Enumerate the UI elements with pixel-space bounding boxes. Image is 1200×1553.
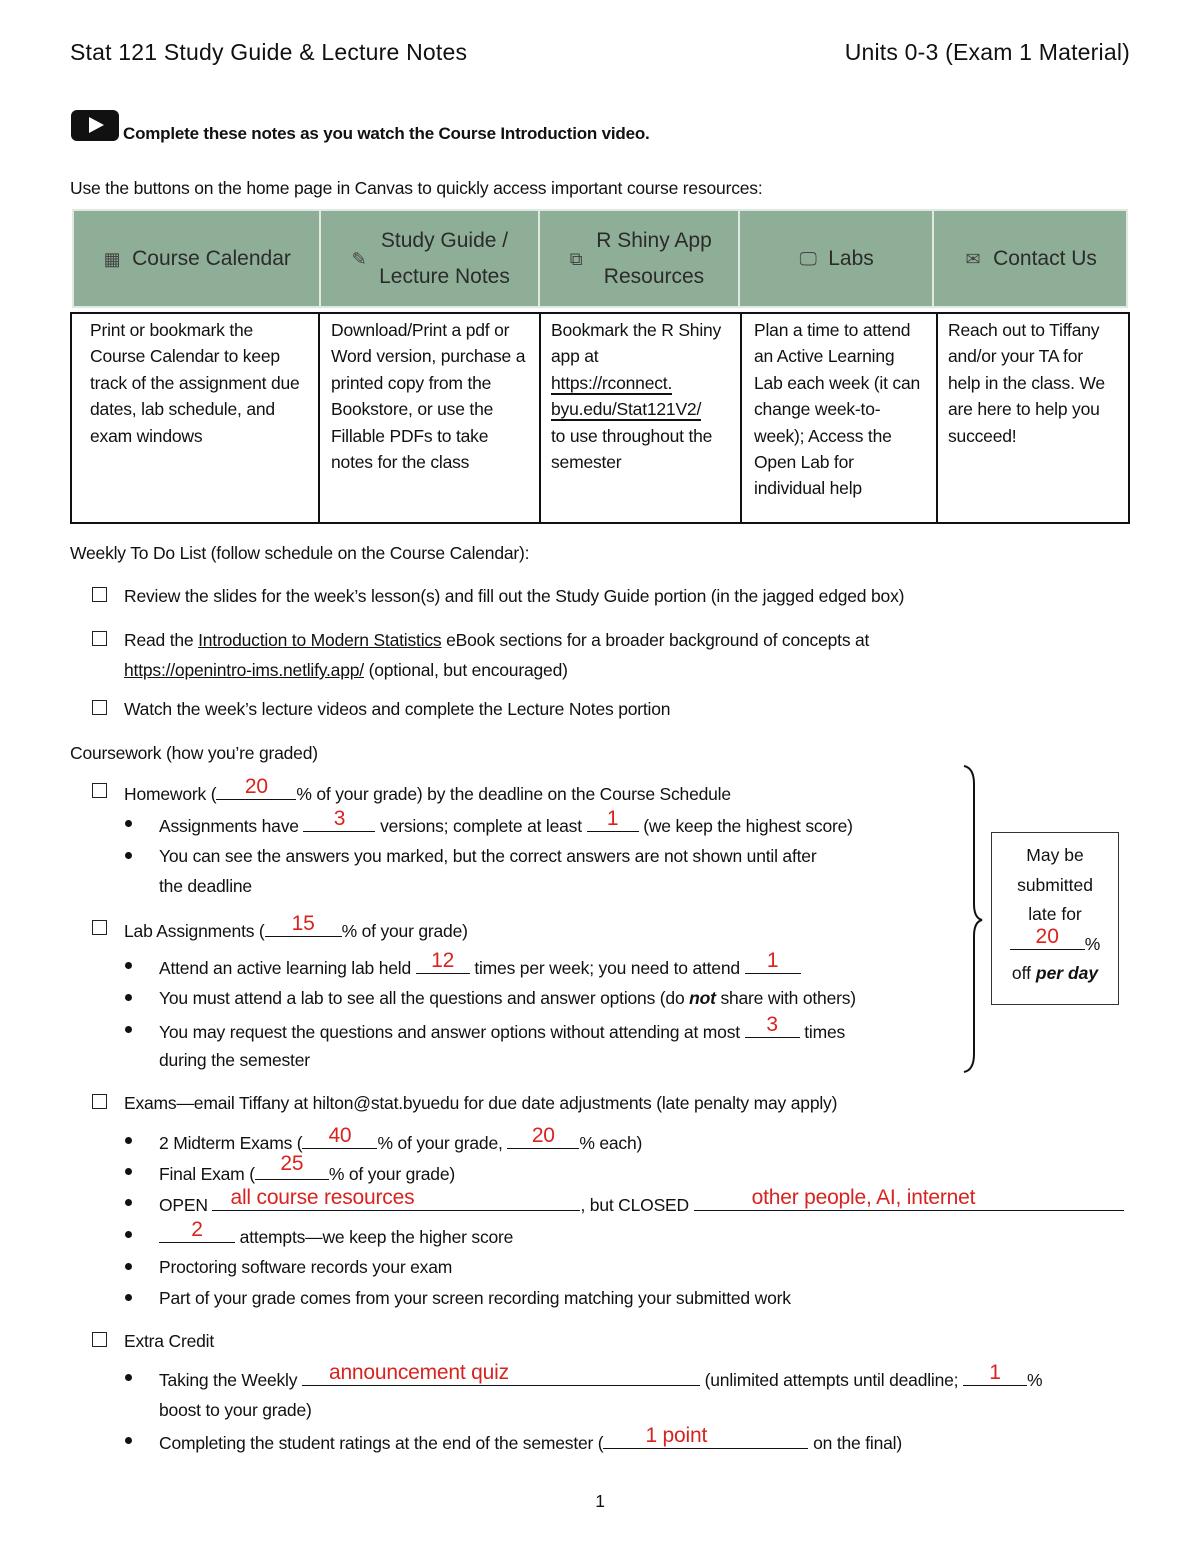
checkbox-labs[interactable]: [92, 920, 107, 935]
text: off: [1011, 963, 1036, 983]
todo-item: Review the slides for the week’s lesson(s) and fill out the Study Guide portion (in the jagged edged box): [124, 586, 905, 606]
exams-heading: Exams—email Tiffany at hilton@stat.byuedu for due date adjustments (late penalty may apply): [124, 1093, 838, 1113]
extra-bullet: [159, 1424, 902, 1455]
text: share with others): [715, 988, 856, 1008]
checkbox-homework[interactable]: [92, 783, 107, 798]
answer: all course resources: [230, 1186, 415, 1209]
answer: 3: [333, 807, 346, 830]
extra-bullet-cont: boost to your grade): [159, 1400, 312, 1420]
text: times: [799, 1022, 846, 1042]
final-pct-blank[interactable]: [255, 1152, 329, 1180]
envelope-icon: ✉: [965, 248, 981, 269]
desc-contact: Reach out to Tiffany and/or your TA for help in the class. We are here to help you succeed!: [937, 313, 1129, 523]
labs-bullet: [159, 949, 801, 980]
answer: announcement quiz: [328, 1361, 509, 1384]
button-label: Course Calendar: [132, 246, 291, 270]
coursework-heading: Coursework (how you’re graded): [70, 743, 318, 763]
resource-descriptions: [70, 312, 1130, 524]
text: (we keep the highest score): [638, 816, 853, 836]
attend-blank[interactable]: [745, 949, 801, 974]
text: to use throughout the semester: [551, 425, 713, 473]
answer: 1: [606, 807, 619, 830]
text: % of your grade) by the deadline on the Course Schedule: [296, 784, 731, 804]
checkbox-review[interactable]: [92, 587, 107, 602]
bullet: [125, 1137, 132, 1144]
exams-bullet: Part of your grade comes from your screen recording matching your submitted work: [159, 1288, 791, 1308]
desc-study-guide: Download/Print a pdf or Word version, purchase a printed copy from the Bookstore, or use the Fillable PDFs to take notes for the class: [319, 313, 540, 523]
text: submitted: [1017, 874, 1093, 895]
attempts-blank[interactable]: [159, 1218, 235, 1243]
text: (optional, but encouraged): [363, 660, 568, 680]
buttons-instruction: Use the buttons on the home page in Canvas to quickly access important course resources:: [70, 178, 763, 198]
shiny-link[interactable]: https://rconnect.: [551, 372, 673, 393]
todo-item: [124, 658, 568, 682]
answer: 20: [244, 775, 268, 798]
answer: 12: [431, 949, 455, 972]
text: Read the: [124, 630, 199, 650]
bullet: [125, 1437, 132, 1444]
versions-blank[interactable]: [303, 807, 375, 832]
least-blank[interactable]: [587, 807, 639, 832]
bullet: [125, 1168, 132, 1175]
text: Completing the student ratings at the end of the semester (: [159, 1433, 604, 1453]
midterm-each-blank[interactable]: [507, 1124, 579, 1149]
text: You must attend a lab to see all the questions and answer options (do: [159, 988, 690, 1008]
button-label: Lecture Notes: [379, 264, 510, 288]
exams-bullet: [159, 1186, 1124, 1217]
checkbox-read[interactable]: [92, 631, 107, 646]
button-label: Labs: [828, 246, 874, 270]
text: % of your grade): [328, 1164, 455, 1184]
bullet: [125, 852, 132, 859]
late-policy-box: [991, 832, 1119, 1005]
text: OPEN: [159, 1195, 213, 1215]
text: Assignments have: [159, 816, 304, 836]
page-number: 1: [595, 1491, 605, 1511]
calendar-icon: ▦: [103, 248, 121, 269]
extra-bullet: [159, 1361, 1043, 1392]
pencil-icon: ✎: [351, 248, 367, 269]
homework-line: [124, 775, 731, 806]
text: May be: [1026, 845, 1084, 865]
homework-bullet: [159, 807, 853, 838]
answer: 1 point: [645, 1424, 708, 1447]
checkbox-extra-credit[interactable]: [92, 1332, 107, 1347]
button-contact-us[interactable]: [933, 210, 1127, 307]
exams-bullet: Proctoring software records your exam: [159, 1257, 453, 1277]
weekly-blank[interactable]: [302, 1361, 700, 1386]
text: You may request the questions and answer options without attending at most: [159, 1022, 745, 1042]
checkbox-watch[interactable]: [92, 700, 107, 715]
text: % each): [579, 1133, 643, 1153]
button-label: Study Guide /: [380, 228, 509, 252]
bullet: [125, 1374, 132, 1381]
bullet: [125, 962, 132, 969]
labs-line: [124, 912, 468, 943]
checkbox-exams[interactable]: [92, 1094, 107, 1109]
desc-labs: Plan a time to attend an Active Learning Lab each week (it can change week-to-week); Access the Open Lab for individual help: [741, 313, 937, 523]
ratings-blank[interactable]: [603, 1424, 808, 1449]
exams-bullet: [159, 1152, 455, 1186]
todo-item: [124, 628, 869, 652]
button-labs[interactable]: [739, 210, 933, 307]
labs-bullet: [159, 986, 856, 1010]
todo-heading: Weekly To Do List (follow schedule on the Course Calendar):: [70, 543, 530, 563]
video-instruction: Complete these notes as you watch the Course Introduction video.: [123, 124, 650, 143]
text: %: [1084, 933, 1101, 954]
closed-blank[interactable]: [694, 1186, 1124, 1211]
homework-bullet: You can see the answers you marked, but the correct answers are not shown until after: [159, 846, 817, 866]
answer: 40: [328, 1124, 352, 1147]
units-title: Units 0-3 (Exam 1 Material): [844, 39, 1130, 65]
answer: 20: [1035, 924, 1059, 948]
emphasis: per day: [1035, 963, 1099, 983]
text: on the final): [808, 1433, 902, 1453]
ims-ebook-link[interactable]: Introduction to Modern Statistics: [198, 630, 442, 650]
text: 2 Midterm Exams (: [159, 1133, 303, 1153]
late-pct-blank[interactable]: [1010, 924, 1085, 950]
text: (unlimited attempts until deadline;: [699, 1370, 963, 1390]
answer: other people, AI, internet: [751, 1186, 976, 1209]
text: Bookmark the R Shiny app at: [551, 320, 722, 367]
app-icon: ⧉: [569, 248, 583, 269]
answer: 25: [280, 1152, 304, 1175]
text: Taking the Weekly: [159, 1370, 302, 1390]
held-blank[interactable]: [416, 949, 470, 974]
button-label: Contact Us: [993, 246, 1097, 270]
open-blank[interactable]: [212, 1186, 580, 1211]
button-study-guide[interactable]: [320, 210, 539, 307]
text: versions; complete at least: [375, 816, 587, 836]
midterm-pct-blank[interactable]: [302, 1124, 377, 1149]
homework-bullet-cont: the deadline: [159, 876, 252, 896]
document-title: Stat 121 Study Guide & Lecture Notes: [70, 39, 468, 65]
text: %: [1027, 1370, 1043, 1390]
extra-heading: Extra Credit: [124, 1331, 214, 1351]
monitor-icon: 🖵: [799, 248, 817, 269]
bullet: [125, 1231, 132, 1238]
exams-bullet: [159, 1218, 514, 1249]
homework-pct-blank[interactable]: [216, 775, 296, 800]
text: % of your grade): [341, 921, 468, 941]
button-label: Resources: [603, 264, 705, 288]
answer: 20: [531, 1124, 555, 1147]
answer: 3: [766, 1013, 778, 1036]
bullet: [125, 994, 132, 1001]
bullet: [125, 1263, 132, 1270]
answer: 1: [766, 949, 779, 972]
text: % of your grade,: [377, 1133, 508, 1153]
curly-brace: [960, 764, 984, 1076]
labs-pct-blank[interactable]: [265, 912, 342, 937]
openintro-link[interactable]: https://openintro-ims.netlify.app/: [124, 660, 364, 680]
text: eBook sections for a broader background of concepts at: [441, 630, 870, 650]
desc-r-shiny: [540, 313, 741, 523]
button-course-calendar[interactable]: [73, 210, 320, 307]
labs-bullet: [159, 1013, 846, 1044]
exams-bullet: [159, 1124, 643, 1155]
text: attempts—we keep the higher score: [235, 1227, 514, 1247]
answer: 15: [291, 912, 315, 935]
text: late for: [1028, 904, 1082, 924]
text: Final Exam (: [159, 1164, 255, 1184]
most-blank[interactable]: [745, 1013, 800, 1038]
boost-blank[interactable]: [963, 1361, 1027, 1386]
answer: 1: [989, 1361, 1001, 1384]
play-video-icon[interactable]: [71, 110, 119, 141]
todo-item: Watch the week’s lecture videos and complete the Lecture Notes portion: [124, 699, 671, 719]
text: Homework (: [124, 784, 217, 804]
bullet: [125, 820, 132, 827]
answer: 2: [191, 1218, 203, 1241]
button-r-shiny[interactable]: [539, 210, 739, 307]
text: , but CLOSED: [580, 1195, 694, 1215]
bullet: [125, 1199, 132, 1206]
text: Lab Assignments (: [124, 921, 265, 941]
canvas-buttons: [72, 209, 1128, 308]
text: times per week; you need to attend: [469, 958, 745, 978]
button-label: R Shiny App: [596, 228, 712, 252]
labs-bullet-cont: during the semester: [159, 1050, 310, 1070]
emphasis: not: [689, 988, 716, 1008]
bullet: [125, 1294, 132, 1301]
desc-calendar: Print or bookmark the Course Calendar to keep track of the assignment due dates, lab schedule, and exam windows: [71, 313, 319, 523]
bullet: [125, 1026, 132, 1033]
shiny-link[interactable]: byu.edu/Stat121V2/: [551, 399, 702, 420]
text: Attend an active learning lab held: [159, 958, 416, 978]
